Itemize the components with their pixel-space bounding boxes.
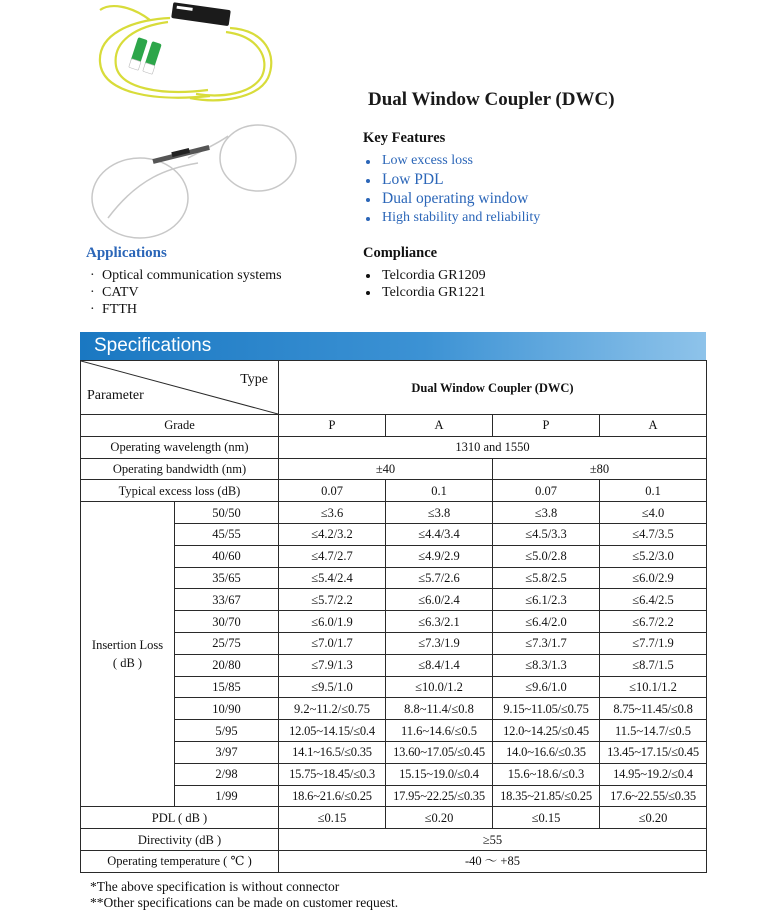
insertion-loss-row [81,611,707,633]
insertion-loss-value: ≤5.2/3.0 [600,545,707,567]
insertion-loss-row [81,654,707,676]
insertion-loss-value: ≤6.0/1.9 [279,611,386,633]
split-ratio: 40/60 [175,545,279,567]
table-title: Dual Window Coupler (DWC) [279,361,707,415]
split-ratio: 35/65 [175,567,279,589]
insertion-loss-value: ≤8.3/1.3 [493,654,600,676]
grade-cell: P [493,415,600,437]
wavelength-value: 1310 and 1550 [279,436,707,458]
feature-item: Low excess loss [363,151,540,170]
split-ratio: 33/67 [175,589,279,611]
application-item: · FTTH [88,301,282,318]
insertion-loss-value: ≤3.8 [386,502,493,524]
pdl-value: ≤0.20 [600,807,707,829]
insertion-loss-value: ≤4.7/3.5 [600,523,707,545]
insertion-loss-value: ≤7.0/1.7 [279,632,386,654]
insertion-loss-value: ≤4.4/3.4 [386,523,493,545]
split-ratio: 50/50 [175,502,279,524]
insertion-loss-value: ≤4.2/3.2 [279,523,386,545]
insertion-loss-row [81,785,707,807]
wavelength-label: Operating wavelength (nm) [81,436,279,458]
split-ratio: 20/80 [175,654,279,676]
table-row [81,807,707,829]
insertion-loss-value: ≤6.0/2.9 [600,567,707,589]
feature-item: Dual operating window [363,189,540,208]
split-ratio: 10/90 [175,698,279,720]
split-ratio: 2/98 [175,763,279,785]
insertion-loss-value: 14.95~19.2/≤0.4 [600,763,707,785]
pdl-value: ≤0.15 [493,807,600,829]
note-connector: *The above specification is without connector [90,879,340,894]
insertion-loss-value: ≤5.7/2.6 [386,567,493,589]
diagonal-header-cell [81,361,279,415]
insertion-loss-value: 9.2~11.2/≤0.75 [279,698,386,720]
insertion-loss-row [81,545,707,567]
insertion-loss-value: ≤10.0/1.2 [386,676,493,698]
insertion-loss-value: ≤3.6 [279,502,386,524]
temperature-value: -40 ～ +85 [279,850,707,872]
insertion-loss-value: 18.35~21.85/≤0.25 [493,785,600,807]
table-row [81,458,707,480]
grade-cell: A [600,415,707,437]
insertion-loss-value: ≤4.5/3.3 [493,523,600,545]
table-header-row [81,361,707,415]
feature-item: Low PDL [363,170,540,189]
grade-cell: A [386,415,493,437]
insertion-loss-value: ≤3.8 [493,502,600,524]
temperature-label: Operating temperature ( ℃ ) [81,850,279,872]
pdl-value: ≤0.20 [386,807,493,829]
bandwidth-value: ±80 [493,458,707,480]
excess-loss-value: 0.07 [493,480,600,502]
insertion-loss-row [81,763,707,785]
insertion-loss-value: 17.95~22.25/≤0.35 [386,785,493,807]
specifications-table [80,360,707,873]
split-ratio: 25/75 [175,632,279,654]
key-features-list [363,151,540,227]
insertion-loss-unit: ( dB ) [112,656,143,671]
split-ratio: 5/95 [175,720,279,742]
pdl-value: ≤0.15 [279,807,386,829]
insertion-loss-value: ≤10.1/1.2 [600,676,707,698]
insertion-loss-value: ≤6.1/2.3 [493,589,600,611]
insertion-loss-row [81,589,707,611]
compliance-title: Compliance [363,245,438,261]
bandwidth-label: Operating bandwidth (nm) [81,458,279,480]
insertion-loss-row [81,741,707,763]
split-ratio: 45/55 [175,523,279,545]
specifications-banner-label: Specifications [94,335,212,356]
insertion-loss-value: ≤4.7/2.7 [279,545,386,567]
table-row [81,415,707,437]
directivity-label: Directivity (dB ) [81,829,279,851]
insertion-loss-value: ≤5.4/2.4 [279,567,386,589]
insertion-loss-value: 14.1~16.5/≤0.35 [279,741,386,763]
split-ratio: 30/70 [175,611,279,633]
applications-title: Applications [86,245,167,261]
insertion-loss-value: ≤7.3/1.7 [493,632,600,654]
insertion-loss-value: ≤9.6/1.0 [493,676,600,698]
excess-loss-value: 0.07 [279,480,386,502]
insertion-loss-value: ≤5.8/2.5 [493,567,600,589]
insertion-loss-value: ≤6.3/2.1 [386,611,493,633]
grade-label: Grade [81,415,279,437]
compliance-item: Telcordia GR1209 [363,267,486,284]
split-ratio: 3/97 [175,741,279,763]
insertion-loss-value: 8.75~11.45/≤0.8 [600,698,707,720]
insertion-loss-value: 15.75~18.45/≤0.3 [279,763,386,785]
directivity-value: ≥55 [279,829,707,851]
insertion-loss-value: 15.6~18.6/≤0.3 [493,763,600,785]
compliance-list [363,267,486,301]
insertion-loss-row [81,567,707,589]
insertion-loss-row [81,502,707,524]
split-ratio: 15/85 [175,676,279,698]
insertion-loss-row [81,720,707,742]
insertion-loss-value: ≤8.7/1.5 [600,654,707,676]
insertion-loss-row [81,698,707,720]
insertion-loss-value: ≤4.9/2.9 [386,545,493,567]
insertion-loss-value: ≤7.9/1.3 [279,654,386,676]
insertion-loss-label: Insertion Loss [91,638,164,653]
insertion-loss-label-cell [81,502,175,807]
insertion-loss-value: 9.15~11.05/≤0.75 [493,698,600,720]
specifications-banner [80,332,706,360]
pdl-label: PDL ( dB ) [81,807,279,829]
insertion-loss-value: 12.05~14.15/≤0.4 [279,720,386,742]
insertion-loss-row [81,676,707,698]
application-item: · CATV [88,284,282,301]
insertion-loss-value: 17.6~22.55/≤0.35 [600,785,707,807]
key-features-title: Key Features [363,130,446,146]
excess-loss-value: 0.1 [386,480,493,502]
excess-loss-label: Typical excess loss (dB) [81,480,279,502]
insertion-loss-value: ≤4.0 [600,502,707,524]
product-title: Dual Window Coupler (DWC) [368,89,615,110]
insertion-loss-value: 13.60~17.05/≤0.45 [386,741,493,763]
feature-item: High stability and reliability [363,208,540,227]
split-ratio: 1/99 [175,785,279,807]
insertion-loss-value: 12.0~14.25/≤0.45 [493,720,600,742]
insertion-loss-value: ≤7.7/1.9 [600,632,707,654]
insertion-loss-value: 15.15~19.0/≤0.4 [386,763,493,785]
insertion-loss-value: ≤6.0/2.4 [386,589,493,611]
insertion-loss-value: 11.5~14.7/≤0.5 [600,720,707,742]
insertion-loss-value: ≤5.7/2.2 [279,589,386,611]
coupler-photo-yellow [90,0,290,110]
compliance-item: Telcordia GR1221 [363,284,486,301]
table-row [81,480,707,502]
table-row [81,829,707,851]
insertion-loss-value: 8.8~11.4/≤0.8 [386,698,493,720]
header-type-label: Type [240,372,268,387]
insertion-loss-value: 18.6~21.6/≤0.25 [279,785,386,807]
grade-cell: P [279,415,386,437]
insertion-loss-value: ≤7.3/1.9 [386,632,493,654]
insertion-loss-value: ≤6.4/2.0 [493,611,600,633]
application-item: · Optical communication systems [88,267,282,284]
excess-loss-value: 0.1 [600,480,707,502]
insertion-loss-value: 13.45~17.15/≤0.45 [600,741,707,763]
insertion-loss-row [81,523,707,545]
insertion-loss-value: 14.0~16.6/≤0.35 [493,741,600,763]
insertion-loss-row [81,632,707,654]
table-row [81,850,707,872]
insertion-loss-value: ≤5.0/2.8 [493,545,600,567]
coupler-photo-bare [88,118,298,243]
insertion-loss-value: ≤6.4/2.5 [600,589,707,611]
applications-list [88,267,282,318]
insertion-loss-value: 11.6~14.6/≤0.5 [386,720,493,742]
insertion-loss-value: ≤8.4/1.4 [386,654,493,676]
insertion-loss-value: ≤6.7/2.2 [600,611,707,633]
header-parameter-label: Parameter [87,388,144,403]
note-custom: **Other specifications can be made on customer request. [90,895,399,910]
bandwidth-value: ±40 [279,458,493,480]
table-row [81,436,707,458]
insertion-loss-value: ≤9.5/1.0 [279,676,386,698]
